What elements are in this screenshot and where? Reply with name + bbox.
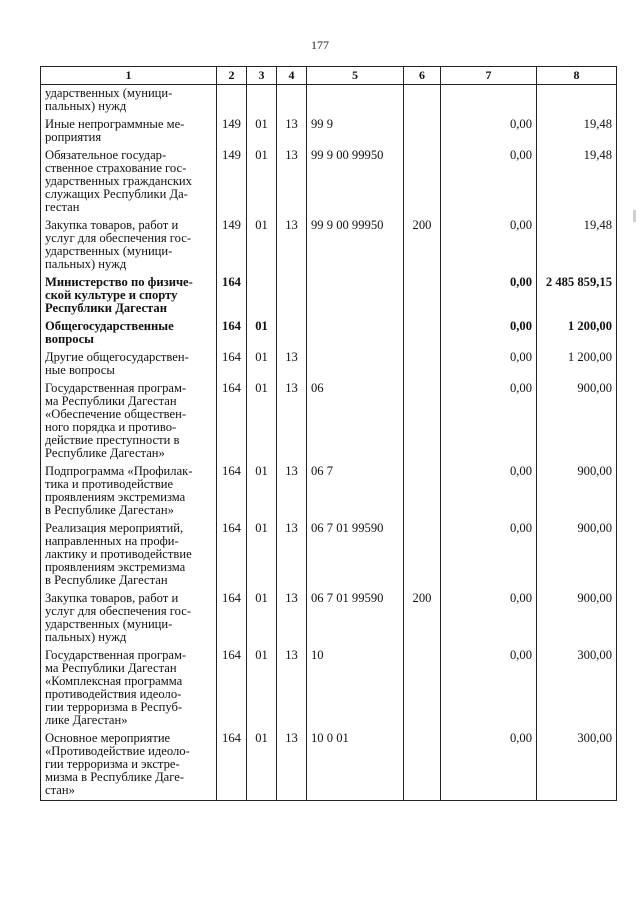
row-name: Государственная програм- ма Республики Дагестан «Обеспечение обществен- ного порядка и противо- действие преступности в Республике Дагестан» bbox=[41, 380, 217, 463]
row-col-7: 0,00 bbox=[441, 730, 537, 801]
row-col-3: 01 bbox=[247, 217, 277, 274]
table-row bbox=[41, 274, 617, 318]
row-col-8: 900,00 bbox=[537, 590, 617, 647]
row-col-4: 13 bbox=[277, 147, 307, 217]
row-name: Обязательное государ- ственное страхование гос- ударственных гражданских служащих Республики Да- гестан bbox=[41, 147, 217, 217]
row-col-6: 200 bbox=[404, 590, 441, 647]
row-col-4: 13 bbox=[277, 520, 307, 590]
row-col-5: 99 9 bbox=[307, 116, 404, 147]
row-col-7: 0,00 bbox=[441, 380, 537, 463]
row-col-8 bbox=[537, 85, 617, 117]
row-col-3: 01 bbox=[247, 147, 277, 217]
table-row bbox=[41, 217, 617, 274]
row-col-6 bbox=[404, 274, 441, 318]
row-name: Иные непрограммные ме- роприятия bbox=[41, 116, 217, 147]
row-col-6 bbox=[404, 116, 441, 147]
table-row bbox=[41, 116, 617, 147]
row-col-7: 0,00 bbox=[441, 520, 537, 590]
table-row bbox=[41, 463, 617, 520]
table-row bbox=[41, 520, 617, 590]
row-name: Общегосударственные вопросы bbox=[41, 318, 217, 349]
row-col-2: 164 bbox=[217, 590, 247, 647]
table-row bbox=[41, 318, 617, 349]
row-col-3: 01 bbox=[247, 116, 277, 147]
table-row bbox=[41, 85, 617, 117]
row-col-7: 0,00 bbox=[441, 274, 537, 318]
row-col-4: 13 bbox=[277, 217, 307, 274]
table-row bbox=[41, 647, 617, 730]
column-header-4: 4 bbox=[277, 67, 307, 85]
row-col-2: 164 bbox=[217, 520, 247, 590]
row-col-2: 149 bbox=[217, 116, 247, 147]
row-col-2: 164 bbox=[217, 647, 247, 730]
row-col-7 bbox=[441, 85, 537, 117]
column-header-6: 6 bbox=[404, 67, 441, 85]
row-name: Подпрограмма «Профилак- тика и противодействие проявлениям экстремизма в Республике Дагестан» bbox=[41, 463, 217, 520]
table-row bbox=[41, 590, 617, 647]
row-col-7: 0,00 bbox=[441, 318, 537, 349]
row-name: ударственных (муници- пальных) нужд bbox=[41, 85, 217, 117]
row-col-5: 99 9 00 99950 bbox=[307, 147, 404, 217]
row-col-7: 0,00 bbox=[441, 349, 537, 380]
row-col-2: 164 bbox=[217, 380, 247, 463]
row-col-3: 01 bbox=[247, 520, 277, 590]
row-col-4: 13 bbox=[277, 463, 307, 520]
row-col-4: 13 bbox=[277, 380, 307, 463]
row-col-5: 10 bbox=[307, 647, 404, 730]
table-row bbox=[41, 380, 617, 463]
row-name: Основное мероприятие «Противодействие идеоло- гии терроризма и экстре- мизма в Республике Даге- стан» bbox=[41, 730, 217, 801]
row-name: Закупка товаров, работ и услуг для обеспечения гос- ударственных (муници- пальных) нужд bbox=[41, 590, 217, 647]
table-header-row bbox=[41, 67, 617, 85]
table-body bbox=[41, 85, 617, 801]
row-col-7: 0,00 bbox=[441, 147, 537, 217]
row-col-2 bbox=[217, 85, 247, 117]
row-col-7: 0,00 bbox=[441, 590, 537, 647]
row-col-4: 13 bbox=[277, 730, 307, 801]
row-col-4: 13 bbox=[277, 590, 307, 647]
row-col-5: 99 9 00 99950 bbox=[307, 217, 404, 274]
column-header-5: 5 bbox=[307, 67, 404, 85]
row-col-6 bbox=[404, 380, 441, 463]
row-col-6 bbox=[404, 318, 441, 349]
row-col-7: 0,00 bbox=[441, 217, 537, 274]
row-col-4: 13 bbox=[277, 647, 307, 730]
row-col-7: 0,00 bbox=[441, 463, 537, 520]
row-col-8: 900,00 bbox=[537, 463, 617, 520]
row-col-5: 06 7 01 99590 bbox=[307, 520, 404, 590]
row-col-8: 1 200,00 bbox=[537, 349, 617, 380]
row-col-3: 01 bbox=[247, 349, 277, 380]
row-col-6 bbox=[404, 463, 441, 520]
row-col-5 bbox=[307, 318, 404, 349]
row-col-4 bbox=[277, 274, 307, 318]
row-col-3: 01 bbox=[247, 647, 277, 730]
row-col-7: 0,00 bbox=[441, 116, 537, 147]
row-col-2: 149 bbox=[217, 217, 247, 274]
row-col-4: 13 bbox=[277, 116, 307, 147]
row-col-5: 06 7 bbox=[307, 463, 404, 520]
row-col-2: 164 bbox=[217, 730, 247, 801]
row-col-3 bbox=[247, 274, 277, 318]
row-col-7: 0,00 bbox=[441, 647, 537, 730]
row-col-6 bbox=[404, 85, 441, 117]
row-col-6 bbox=[404, 520, 441, 590]
row-name: Реализация мероприятий, направленных на профи- лактику и противодействие проявлениям экстремизма в Республике Дагестан bbox=[41, 520, 217, 590]
row-col-4: 13 bbox=[277, 349, 307, 380]
table-row bbox=[41, 730, 617, 801]
budget-table bbox=[40, 66, 617, 801]
row-col-6: 200 bbox=[404, 217, 441, 274]
row-name: Государственная програм- ма Республики Дагестан «Комплексная программа противодействия идеоло- гии терроризма в Респуб- лике Дагестан» bbox=[41, 647, 217, 730]
row-col-3: 01 bbox=[247, 380, 277, 463]
scan-edge-mark bbox=[633, 210, 636, 222]
column-header-1: 1 bbox=[41, 67, 217, 85]
row-col-5 bbox=[307, 274, 404, 318]
table-row bbox=[41, 349, 617, 380]
row-name: Другие общегосударствен- ные вопросы bbox=[41, 349, 217, 380]
row-col-3: 01 bbox=[247, 730, 277, 801]
row-col-6 bbox=[404, 349, 441, 380]
column-header-8: 8 bbox=[537, 67, 617, 85]
row-col-5: 10 0 01 bbox=[307, 730, 404, 801]
row-col-5 bbox=[307, 349, 404, 380]
row-col-6 bbox=[404, 647, 441, 730]
column-header-7: 7 bbox=[441, 67, 537, 85]
row-col-8: 300,00 bbox=[537, 730, 617, 801]
row-col-4 bbox=[277, 318, 307, 349]
page-number: 177 bbox=[311, 38, 329, 52]
table-row bbox=[41, 147, 617, 217]
row-col-2: 149 bbox=[217, 147, 247, 217]
row-col-6 bbox=[404, 730, 441, 801]
row-col-3: 01 bbox=[247, 318, 277, 349]
row-name: Министерство по физиче- ской культуре и спорту Республики Дагестан bbox=[41, 274, 217, 318]
column-header-2: 2 bbox=[217, 67, 247, 85]
row-col-2: 164 bbox=[217, 349, 247, 380]
row-col-8: 2 485 859,15 bbox=[537, 274, 617, 318]
row-col-8: 900,00 bbox=[537, 520, 617, 590]
row-col-6 bbox=[404, 147, 441, 217]
row-col-3: 01 bbox=[247, 590, 277, 647]
row-col-5: 06 7 01 99590 bbox=[307, 590, 404, 647]
row-col-8: 19,48 bbox=[537, 217, 617, 274]
row-col-8: 300,00 bbox=[537, 647, 617, 730]
row-col-8: 1 200,00 bbox=[537, 318, 617, 349]
row-col-4 bbox=[277, 85, 307, 117]
row-col-3: 01 bbox=[247, 463, 277, 520]
row-col-5 bbox=[307, 85, 404, 117]
row-col-5: 06 bbox=[307, 380, 404, 463]
row-col-2: 164 bbox=[217, 274, 247, 318]
row-col-8: 19,48 bbox=[537, 147, 617, 217]
row-col-3 bbox=[247, 85, 277, 117]
row-name: Закупка товаров, работ и услуг для обеспечения гос- ударственных (муници- пальных) нужд bbox=[41, 217, 217, 274]
row-col-8: 900,00 bbox=[537, 380, 617, 463]
row-col-8: 19,48 bbox=[537, 116, 617, 147]
row-col-2: 164 bbox=[217, 463, 247, 520]
row-col-2: 164 bbox=[217, 318, 247, 349]
column-header-3: 3 bbox=[247, 67, 277, 85]
